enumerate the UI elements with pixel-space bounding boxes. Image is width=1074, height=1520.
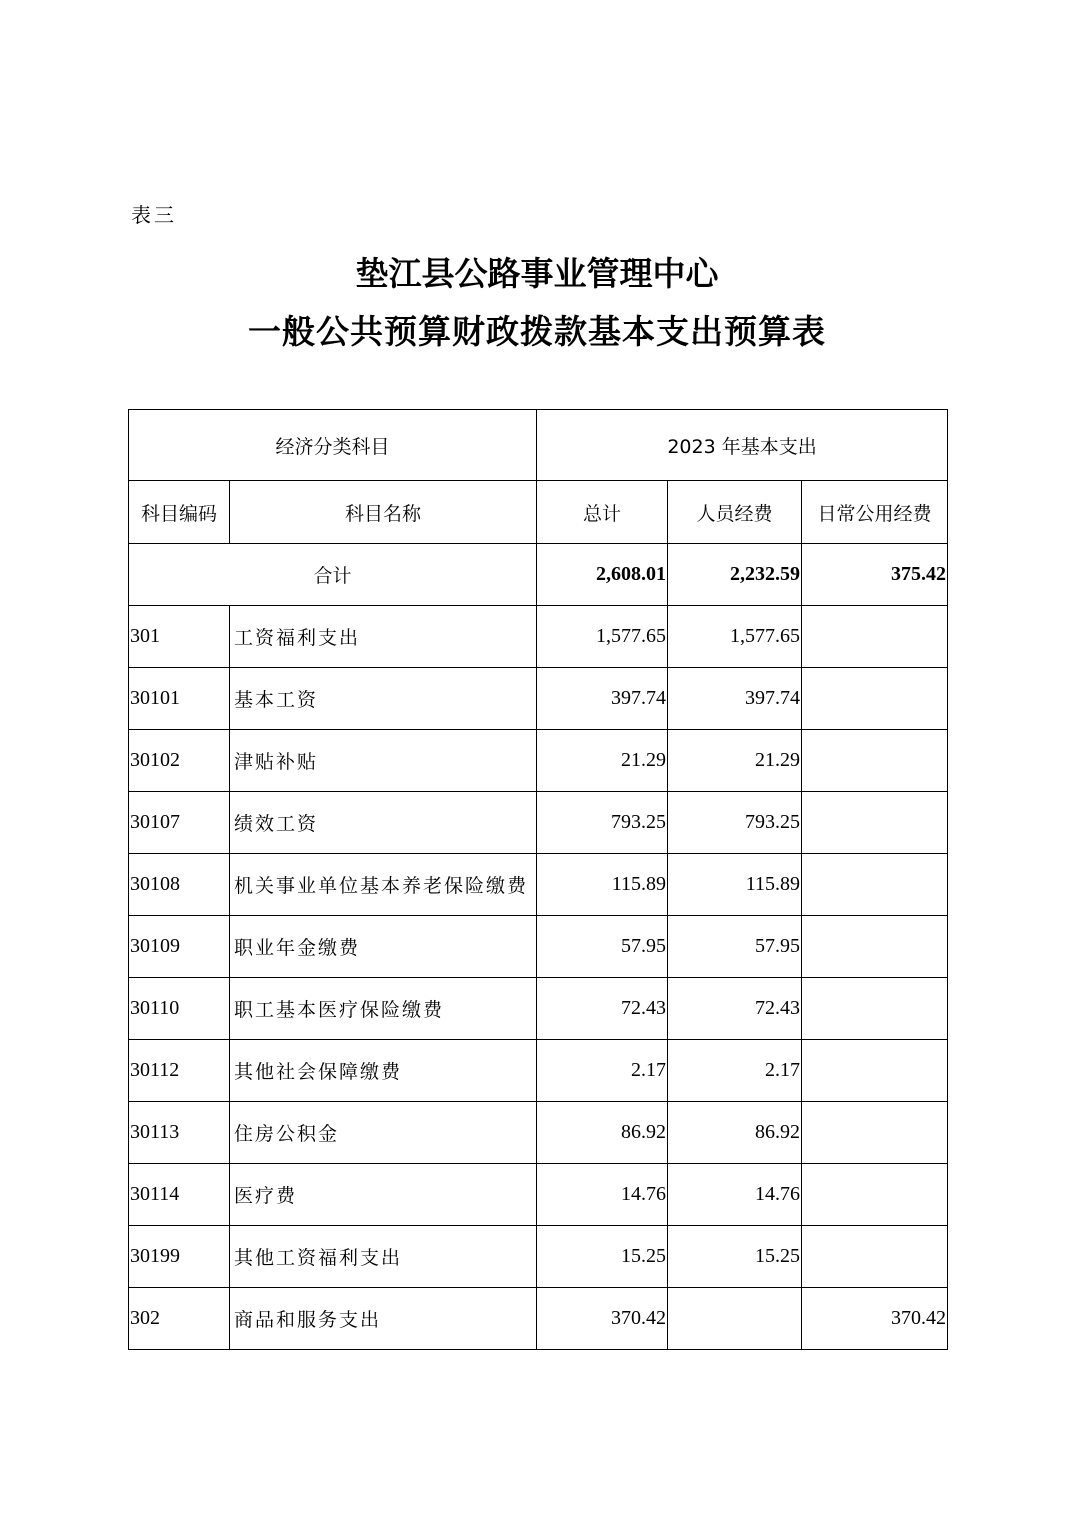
summary-total: 2,608.01: [537, 544, 668, 606]
summary-label: 合计: [129, 544, 537, 606]
row-personnel: 15.25: [668, 1226, 802, 1288]
row-public: [802, 792, 948, 854]
table-row: [129, 1288, 948, 1350]
row-total: 793.25: [537, 792, 668, 854]
row-personnel: 57.95: [668, 916, 802, 978]
row-personnel: 793.25: [668, 792, 802, 854]
row-personnel: 397.74: [668, 668, 802, 730]
row-code: 301: [129, 606, 230, 668]
header-economic-classification: 经济分类科目: [129, 410, 537, 481]
table-group-header-row: [129, 410, 948, 481]
row-code: 30101: [129, 668, 230, 730]
row-total: 15.25: [537, 1226, 668, 1288]
table-row: [129, 1164, 948, 1226]
row-personnel: 21.29: [668, 730, 802, 792]
row-code: 30112: [129, 1040, 230, 1102]
row-personnel: 72.43: [668, 978, 802, 1040]
table-row: [129, 1102, 948, 1164]
row-name: 绩效工资: [230, 792, 537, 854]
row-total: 397.74: [537, 668, 668, 730]
row-public: [802, 1040, 948, 1102]
summary-personnel: 2,232.59: [668, 544, 802, 606]
row-name: 津贴补贴: [230, 730, 537, 792]
row-code: 30102: [129, 730, 230, 792]
row-code: 30108: [129, 854, 230, 916]
row-total: 72.43: [537, 978, 668, 1040]
row-code: 30110: [129, 978, 230, 1040]
row-name: 其他社会保障缴费: [230, 1040, 537, 1102]
table-column-header-row: [129, 481, 948, 544]
table-row: [129, 854, 948, 916]
summary-public: 375.42: [802, 544, 948, 606]
row-public: [802, 668, 948, 730]
row-public: [802, 606, 948, 668]
row-code: 30107: [129, 792, 230, 854]
table-row: [129, 792, 948, 854]
header-personnel: 人员经费: [668, 481, 802, 544]
row-total: 14.76: [537, 1164, 668, 1226]
row-personnel: 14.76: [668, 1164, 802, 1226]
row-public: [802, 978, 948, 1040]
row-name: 机关事业单位基本养老保险缴费: [230, 854, 537, 916]
row-public: 370.42: [802, 1288, 948, 1350]
row-code: 30113: [129, 1102, 230, 1164]
budget-table: [128, 409, 948, 1350]
header-public: 日常公用经费: [802, 481, 948, 544]
row-name: 住房公积金: [230, 1102, 537, 1164]
row-total: 115.89: [537, 854, 668, 916]
row-public: [802, 730, 948, 792]
row-total: 86.92: [537, 1102, 668, 1164]
row-personnel: 115.89: [668, 854, 802, 916]
header-basic-expenditure-2023: 2023 年基本支出: [537, 410, 948, 481]
page-title: 垫江县公路事业管理中心: [355, 254, 719, 293]
table-row: [129, 606, 948, 668]
row-name: 职工基本医疗保险缴费: [230, 978, 537, 1040]
row-total: 1,577.65: [537, 606, 668, 668]
table-row: [129, 1040, 948, 1102]
row-public: [802, 1102, 948, 1164]
row-total: 370.42: [537, 1288, 668, 1350]
row-personnel: 86.92: [668, 1102, 802, 1164]
row-name: 医疗费: [230, 1164, 537, 1226]
row-public: [802, 1164, 948, 1226]
header-total: 总计: [537, 481, 668, 544]
row-public: [802, 1226, 948, 1288]
header-name: 科目名称: [230, 481, 537, 544]
summary-row: [129, 544, 948, 606]
table-row: [129, 916, 948, 978]
table-row: [129, 730, 948, 792]
row-personnel: 1,577.65: [668, 606, 802, 668]
row-code: 30109: [129, 916, 230, 978]
row-total: 21.29: [537, 730, 668, 792]
row-name: 商品和服务支出: [230, 1288, 537, 1350]
row-total: 2.17: [537, 1040, 668, 1102]
header-code: 科目编码: [129, 481, 230, 544]
row-code: 302: [129, 1288, 230, 1350]
row-name: 工资福利支出: [230, 606, 537, 668]
row-total: 57.95: [537, 916, 668, 978]
row-name: 职业年金缴费: [230, 916, 537, 978]
row-name: 其他工资福利支出: [230, 1226, 537, 1288]
row-code: 30199: [129, 1226, 230, 1288]
row-name: 基本工资: [230, 668, 537, 730]
row-code: 30114: [129, 1164, 230, 1226]
table-row: [129, 668, 948, 730]
row-personnel: [668, 1288, 802, 1350]
row-personnel: 2.17: [668, 1040, 802, 1102]
row-public: [802, 854, 948, 916]
row-public: [802, 916, 948, 978]
page-subtitle: 一般公共预算财政拨款基本支出预算表: [248, 312, 826, 351]
document-label: 表三: [131, 203, 177, 227]
table-row: [129, 1226, 948, 1288]
table-row: [129, 978, 948, 1040]
